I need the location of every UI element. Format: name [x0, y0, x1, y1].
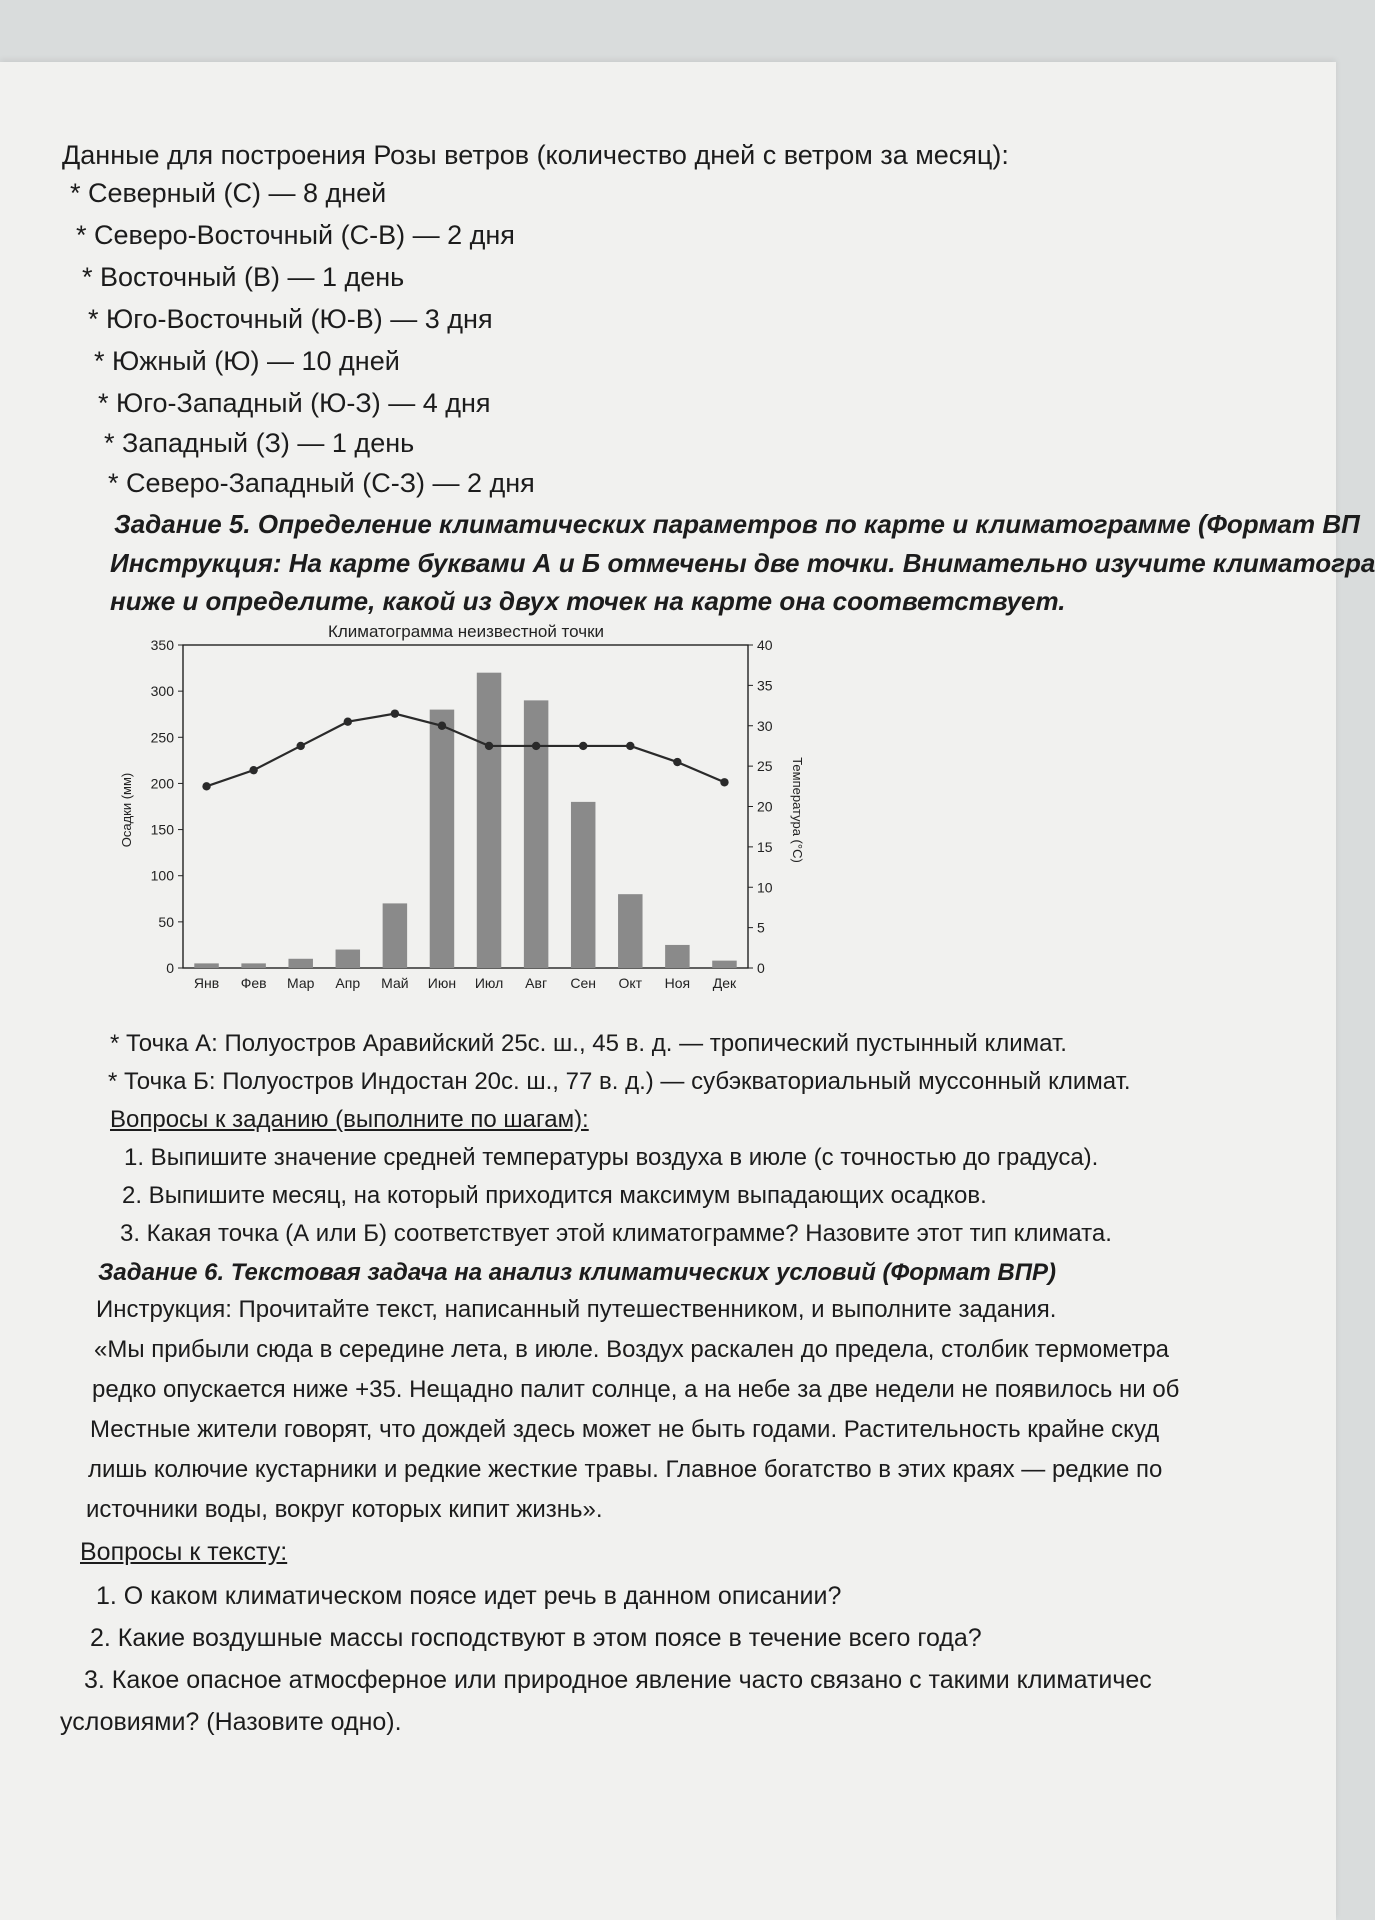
y-tick-label-left: 50 [158, 913, 174, 930]
temperature-line [207, 714, 725, 787]
task5-question: 2. Выпишите месяц, на который приходится максимум выпадающих осадков. [122, 1182, 987, 1209]
plot-frame [183, 645, 748, 968]
precipitation-bar [430, 710, 454, 968]
temperature-point [532, 742, 540, 750]
x-tick-label: Мар [287, 975, 315, 991]
y-tick-label-left: 250 [150, 729, 174, 746]
task6-questions-heading: Вопросы к тексту: [80, 1538, 288, 1566]
point-b: * Точка Б: Полуостров Индостан 20с. ш., 77 в. д.) — субэкваториальный муссонный климат. [108, 1068, 1131, 1095]
x-tick-label: Янв [193, 975, 220, 991]
temperature-point [438, 722, 446, 730]
y-axis-label-left: Осадки (мм) [119, 772, 134, 848]
task6-text-line: источники воды, вокруг которых кипит жизнь». [86, 1496, 603, 1523]
precipitation-bar [571, 802, 595, 968]
task5-question: 1. Выпишите значение средней температуры воздуха в июле (с точностью до градуса). [124, 1144, 1099, 1171]
wind-intro: Данные для построения Розы ветров (количество дней с ветром за месяц): [62, 140, 1009, 170]
y-tick-label-right: 15 [757, 838, 773, 855]
temperature-point [249, 766, 257, 774]
precipitation-bar [241, 963, 265, 968]
y-tick-label-left: 350 [150, 637, 174, 653]
task5-title: Задание 5. Определение климатических параметров по карте и климатограмме (Формат ВП [114, 509, 1360, 539]
task5-question: 3. Какая точка (А или Б) соответствует этой климатограмме? Назовите этот тип климата. [120, 1220, 1112, 1247]
wind-item: * Северо-Восточный (С-В) — 2 дня [76, 220, 515, 250]
task6-text-line: редко опускается ниже +35. Нещадно палит солнце, а на небе за две недели не появилось ни об [92, 1376, 1180, 1403]
chart-plot [151, 637, 773, 991]
temperature-point [391, 709, 399, 717]
task6-text-line: Местные жители говорят, что дождей здесь может не быть годами. Растительность крайне скуд [90, 1416, 1160, 1443]
y-tick-label-right: 5 [757, 919, 765, 936]
x-tick-label: Фев [240, 975, 267, 991]
temperature-point [626, 742, 634, 750]
precipitation-bar [288, 959, 312, 968]
wind-item: * Юго-Восточный (Ю-В) — 3 дня [88, 304, 493, 334]
precipitation-bar [665, 945, 689, 968]
y-tick-label-right: 0 [757, 960, 765, 976]
x-tick-label: Апр [335, 975, 361, 991]
temperature-point [485, 742, 493, 750]
task5-instruction: Инструкция: На карте буквами А и Б отмечены две точки. Внимательно изучите климатогра [110, 548, 1375, 578]
wind-item: * Северный (С) — 8 дней [70, 178, 387, 208]
x-tick-label: Сен [570, 975, 597, 991]
task6-title: Задание 6. Текстовая задача на анализ климатических условий (Формат ВПР) [98, 1259, 1056, 1286]
y-tick-label-right: 30 [757, 717, 773, 734]
y-tick-label-left: 200 [150, 775, 174, 792]
task5-instruction: ниже и определите, какой из двух точек на карте она соответствует. [110, 586, 1066, 616]
temperature-point [344, 718, 352, 726]
x-tick-label: Авг [525, 975, 548, 991]
x-tick-label: Окт [618, 975, 643, 991]
precipitation-bar [524, 700, 548, 968]
task6-question: 2. Какие воздушные массы господствуют в этом поясе в течение всего года? [90, 1624, 982, 1652]
temperature-point [202, 782, 210, 790]
y-tick-label-right: 10 [757, 879, 773, 896]
task5-questions-heading: Вопросы к заданию (выполните по шагам): [110, 1106, 589, 1133]
temperature-point [720, 778, 728, 786]
y-tick-label-left: 100 [150, 867, 174, 884]
x-tick-label: Ноя [664, 975, 691, 991]
wind-item: * Северо-Западный (С-З) — 2 дня [108, 468, 535, 498]
y-tick-label-right: 20 [757, 798, 773, 815]
precipitation-bar [336, 950, 360, 968]
precipitation-bar [712, 961, 736, 968]
task6-text-line: лишь колючие кустарники и редкие жесткие травы. Главное богатство в этих краях — редкие по [88, 1456, 1163, 1483]
wind-item: * Южный (Ю) — 10 дней [94, 346, 400, 376]
task6-instruction: Инструкция: Прочитайте текст, написанный путешественником, и выполните задания. [96, 1296, 1057, 1323]
temperature-point [579, 742, 587, 750]
point-a: * Точка А: Полуостров Аравийский 25с. ш., 45 в. д. — тропический пустынный климат. [110, 1030, 1067, 1057]
task6-question: 3. Какое опасное атмосферное или природное явление часто связано с такими климатичес [84, 1666, 1152, 1694]
y-tick-label-right: 40 [757, 637, 773, 653]
task6-question-tail: условиями? (Назовите одно). [60, 1708, 402, 1736]
precipitation-bar [383, 903, 407, 968]
wind-item: * Западный (З) — 1 день [104, 428, 415, 458]
task6-question: 1. О каком климатическом поясе идет речь в данном описании? [96, 1582, 842, 1610]
wind-item: * Восточный (В) — 1 день [82, 262, 405, 292]
x-tick-label: Дек [712, 975, 737, 991]
chart-title: Климатограмма неизвестной точки [327, 622, 605, 641]
y-tick-label-left: 150 [150, 821, 174, 838]
temperature-point [297, 742, 305, 750]
task6-text-line: «Мы прибыли сюда в середине лета, в июле. Воздух раскален до предела, столбик термометра [94, 1336, 1170, 1363]
temperature-point [673, 758, 681, 766]
precipitation-bar [194, 963, 218, 968]
climatogram-chart [110, 620, 805, 995]
y-tick-label-right: 35 [757, 677, 773, 694]
x-tick-label: Май [381, 975, 409, 991]
precipitation-bar [618, 894, 642, 968]
y-tick-label-left: 0 [166, 960, 174, 976]
x-tick-label: Июн [427, 975, 457, 991]
x-tick-label: Июл [474, 975, 504, 991]
y-tick-label-left: 300 [150, 683, 174, 700]
y-tick-label-right: 25 [757, 758, 773, 775]
wind-item: * Юго-Западный (Ю-З) — 4 дня [98, 388, 491, 418]
precipitation-bar [477, 673, 501, 968]
y-axis-label-right: Температура (°C) [790, 757, 805, 863]
